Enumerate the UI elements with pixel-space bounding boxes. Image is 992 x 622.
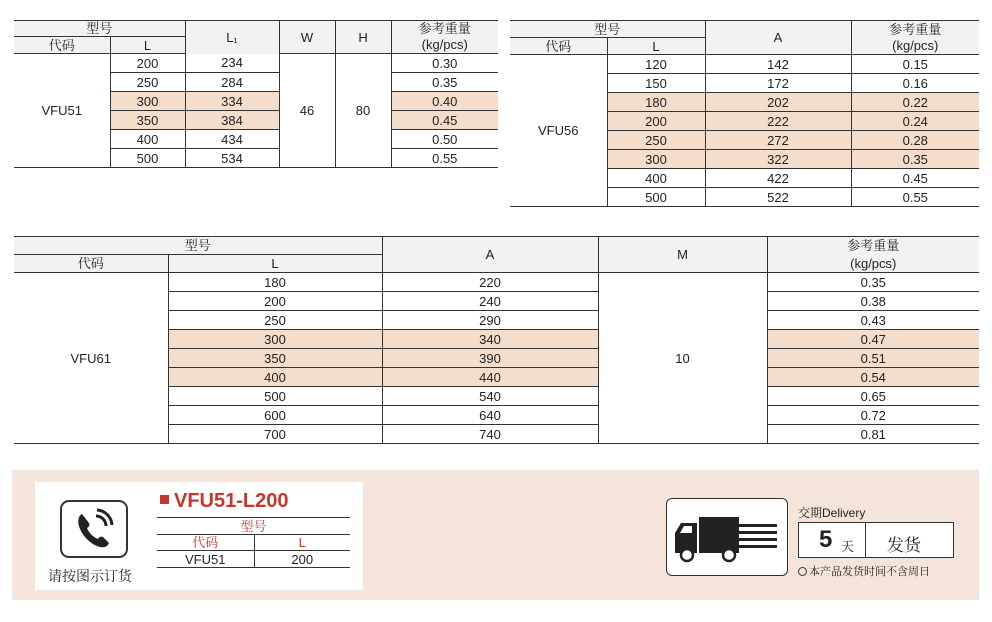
header-l: L [168,255,382,273]
cell-weight: 0.28 [851,131,979,150]
cell-weight: 0.35 [391,73,498,92]
sample-part-number-text: VFU51-L200 [174,490,289,512]
cell-a: 340 [382,330,598,349]
header-code: 代码 [14,37,110,54]
sample-code: VFU51 [157,551,254,568]
delivery-title: 交期Delivery [798,506,866,520]
cell-a: 222 [705,112,851,131]
cell-l: 500 [607,188,705,207]
code-cell: VFU56 [510,55,607,207]
cell-weight: 0.22 [851,93,979,112]
cell-l: 150 [607,74,705,93]
circle-icon [798,567,807,576]
cell-l1: 234 [185,54,279,73]
header-l: L [110,37,185,54]
sample-l: 200 [254,551,350,568]
cell-weight: 0.40 [391,92,498,111]
cell-weight: 0.45 [391,111,498,130]
cell-weight: 0.30 [391,54,498,73]
sample-order-table [157,517,350,568]
cell-a: 172 [705,74,851,93]
header-a: A [705,21,851,55]
sample-header-code: 代码 [157,535,254,551]
cell-l: 250 [168,311,382,330]
cell-l: 500 [110,149,185,168]
code-cell: VFU61 [14,273,168,444]
cell-l: 400 [110,130,185,149]
cell-weight: 0.72 [767,406,979,425]
cell-l1: 384 [185,111,279,130]
cell-a: 290 [382,311,598,330]
phone-icon [60,500,128,558]
cell-a: 440 [382,368,598,387]
cell-weight: 0.45 [851,169,979,188]
cell-a: 220 [382,273,598,292]
delivery-days-box [798,522,954,558]
cell-weight: 0.81 [767,425,979,444]
cell-a: 142 [705,55,851,74]
cell-l1: 534 [185,149,279,168]
bullet-square-icon [160,495,169,504]
spec-table-vfu51 [14,20,498,168]
header-h: H [335,21,391,54]
cell-l: 180 [607,93,705,112]
cell-weight: 0.50 [391,130,498,149]
cell-l: 300 [168,330,382,349]
header-a: A [382,237,598,273]
header-unit: (kg/pcs) [851,38,979,55]
cell-a: 422 [705,169,851,188]
cell-weight: 0.15 [851,55,979,74]
cell-a: 202 [705,93,851,112]
cell-weight: 0.16 [851,74,979,93]
header-weight: 参考重量 [391,21,498,37]
header-unit: (kg/pcs) [767,255,979,273]
cell-a: 390 [382,349,598,368]
cell-h: 80 [335,54,391,168]
cell-a: 322 [705,150,851,169]
cell-weight: 0.65 [767,387,979,406]
code-cell: VFU51 [14,54,110,168]
cell-l: 350 [110,111,185,130]
delivery-note-text: 本产品发货时间不含周日 [809,566,930,578]
cell-a: 540 [382,387,598,406]
header-l1: L₁ [185,21,279,54]
cell-l: 350 [168,349,382,368]
cell-weight: 0.43 [767,311,979,330]
header-model: 型号 [510,21,705,38]
cell-l: 180 [168,273,382,292]
order-instruction-label: 请按图示订货 [48,568,132,584]
cell-weight: 0.55 [391,149,498,168]
header-model: 型号 [14,21,185,37]
delivery-unit: 天 [841,539,855,554]
sample-part-number [160,490,289,513]
cell-l1: 284 [185,73,279,92]
delivery-note [798,563,930,579]
delivery-days: 5 [819,526,833,553]
cell-weight: 0.35 [851,150,979,169]
header-l: L [607,38,705,55]
cell-l: 400 [168,368,382,387]
cell-a: 272 [705,131,851,150]
sample-header-l: L [254,535,350,551]
delivery-action: 发货 [887,536,921,555]
header-weight: 参考重量 [767,237,979,255]
cell-l: 300 [607,150,705,169]
header-code: 代码 [510,38,607,55]
cell-l1: 334 [185,92,279,111]
cell-a: 640 [382,406,598,425]
cell-l: 500 [168,387,382,406]
cell-l: 200 [110,54,185,73]
cell-l: 300 [110,92,185,111]
cell-l: 200 [168,292,382,311]
cell-a: 522 [705,188,851,207]
cell-l: 250 [607,131,705,150]
cell-l: 250 [110,73,185,92]
spec-table-vfu61 [14,236,979,444]
cell-w: 46 [279,54,335,168]
spec-table-vfu56 [510,20,979,207]
truck-icon [666,498,788,576]
cell-a: 740 [382,425,598,444]
header-code: 代码 [14,255,168,273]
cell-weight: 0.51 [767,349,979,368]
cell-m: 10 [598,273,767,444]
header-m: M [598,237,767,273]
cell-l: 600 [168,406,382,425]
cell-weight: 0.54 [767,368,979,387]
cell-l: 120 [607,55,705,74]
header-model: 型号 [14,237,382,255]
cell-l: 200 [607,112,705,131]
cell-weight: 0.55 [851,188,979,207]
cell-weight: 0.24 [851,112,979,131]
cell-weight: 0.35 [767,273,979,292]
header-weight: 参考重量 [851,21,979,38]
cell-l: 400 [607,169,705,188]
header-unit: (kg/pcs) [391,37,498,54]
divider [865,523,866,557]
cell-weight: 0.38 [767,292,979,311]
sample-header-model: 型号 [157,518,350,535]
cell-weight: 0.47 [767,330,979,349]
cell-l1: 434 [185,130,279,149]
header-w: W [279,21,335,54]
cell-a: 240 [382,292,598,311]
cell-l: 700 [168,425,382,444]
